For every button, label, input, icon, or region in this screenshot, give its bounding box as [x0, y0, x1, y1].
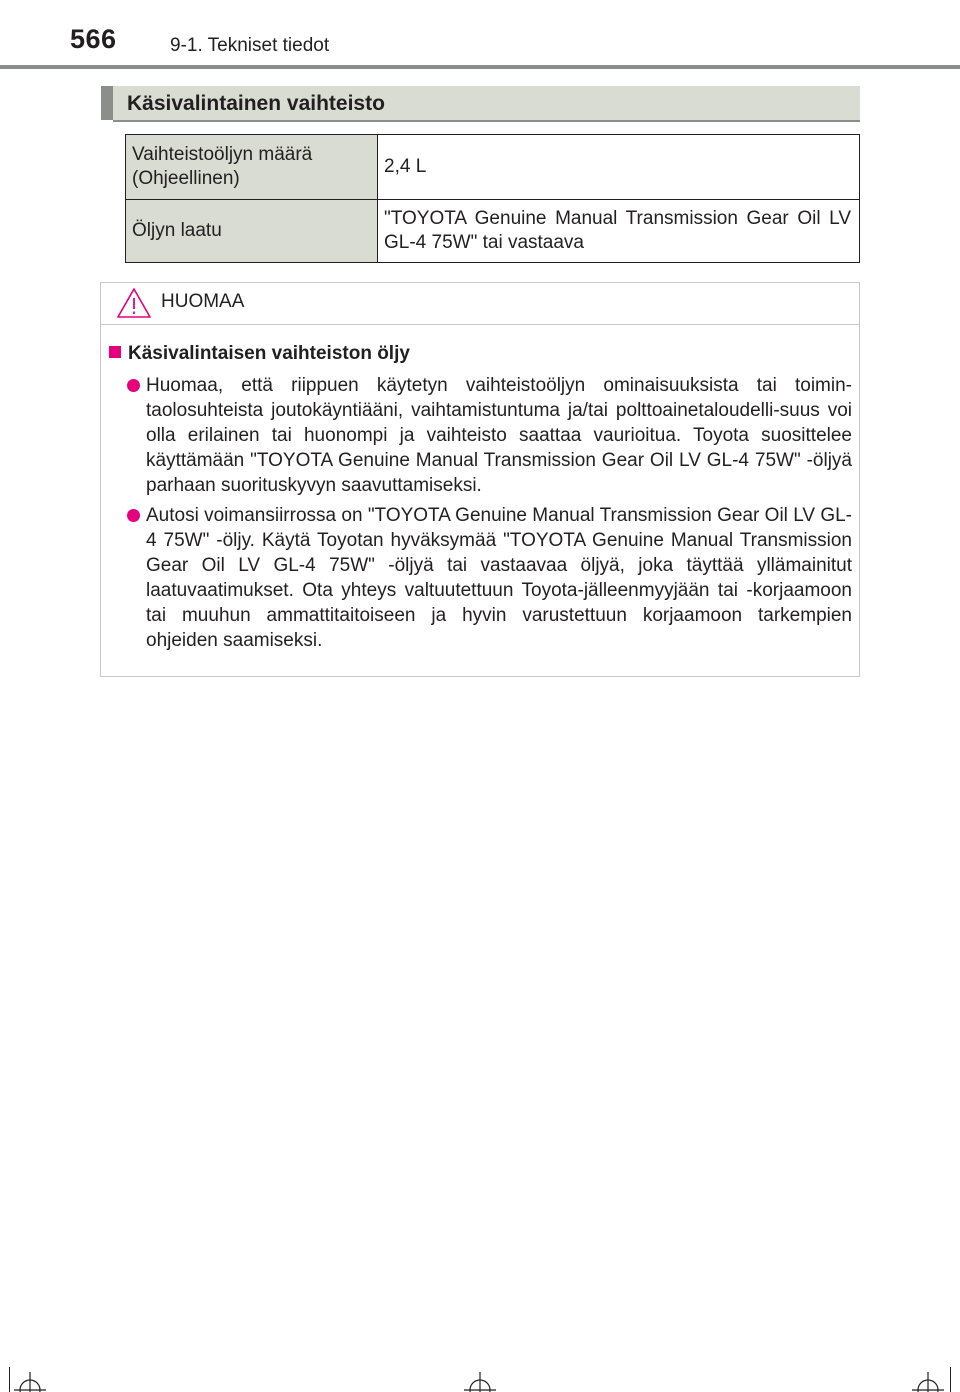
warning-triangle-icon — [116, 287, 152, 319]
crop-mark — [950, 1367, 951, 1392]
notice-subheading-text: Käsivalintaisen vaihteiston öljy — [128, 343, 410, 364]
chapter-title: 9-1. Tekniset tiedot — [170, 35, 330, 56]
table-row — [126, 200, 860, 263]
header-rule — [0, 65, 960, 69]
section-rule — [113, 120, 860, 122]
spec-value: 2,4 L — [378, 135, 860, 200]
crop-mark — [9, 1367, 10, 1392]
list-item — [146, 373, 852, 498]
spec-table — [125, 134, 860, 263]
list-item-text: Autosi voimansiirrossa on "TOYOTA Genuine Manual Transmission Gear Oil LV GL-4 75W" -öljy. Käytä Toyotan hyväksymää "TOYOTA Genuine Manual Transmission Gear Oil LV GL-4 75W" -öljyä tai vastaavaa öljyä, joka täyttää yllämainitut laatuvaatimukset. Ota yhteys valtuutettuun Toyota-jälleenmyyjään tai -korjaamoon tai muuhun ammattitaitoiseen ja hyvin varustettuun korjaamoon tarkempien ohjeiden saamiseksi. — [146, 505, 852, 651]
list-item-text: Huomaa, että riippuen käytetyn vaihteistoöljyn ominaisuuksista tai toimin-taolosuhteista joutokäyntiääni, vaihtamistuntuma ja/tai polttoainetaloudelli-suus voi olla erilainen tai huonompi ja vaihteisto saattaa vaurioitua. Toyota suosittelee käyttämään "TOYOTA Genuine Manual Transmission Gear Oil LV GL-4 75W" -öljyä parhaan suorituskyvyn saavuttamiseksi. — [146, 375, 852, 496]
spec-label: Öljyn laatu — [126, 200, 378, 263]
registration-mark-icon — [464, 1370, 496, 1392]
notice-label: HUOMAA — [161, 291, 245, 312]
registration-mark-icon — [14, 1370, 46, 1392]
notice-box — [100, 282, 860, 677]
spec-value: "TOYOTA Genuine Manual Transmission Gear Oil LV GL-4 75W" tai vastaava — [378, 200, 860, 263]
table-row — [126, 135, 860, 200]
bullet-dot-icon — [127, 379, 140, 392]
notice-subheading — [109, 343, 410, 365]
spec-label: Vaihteistoöljyn määrä (Ohjeellinen) — [126, 135, 378, 200]
bullet-dot-icon — [127, 509, 140, 522]
section-heading: Käsivalintainen vaihteisto — [101, 86, 860, 120]
list-item — [146, 503, 852, 653]
page-number: 566 — [70, 24, 117, 54]
square-bullet-icon — [109, 346, 121, 358]
notice-header — [101, 283, 859, 325]
registration-mark-icon — [912, 1370, 944, 1392]
